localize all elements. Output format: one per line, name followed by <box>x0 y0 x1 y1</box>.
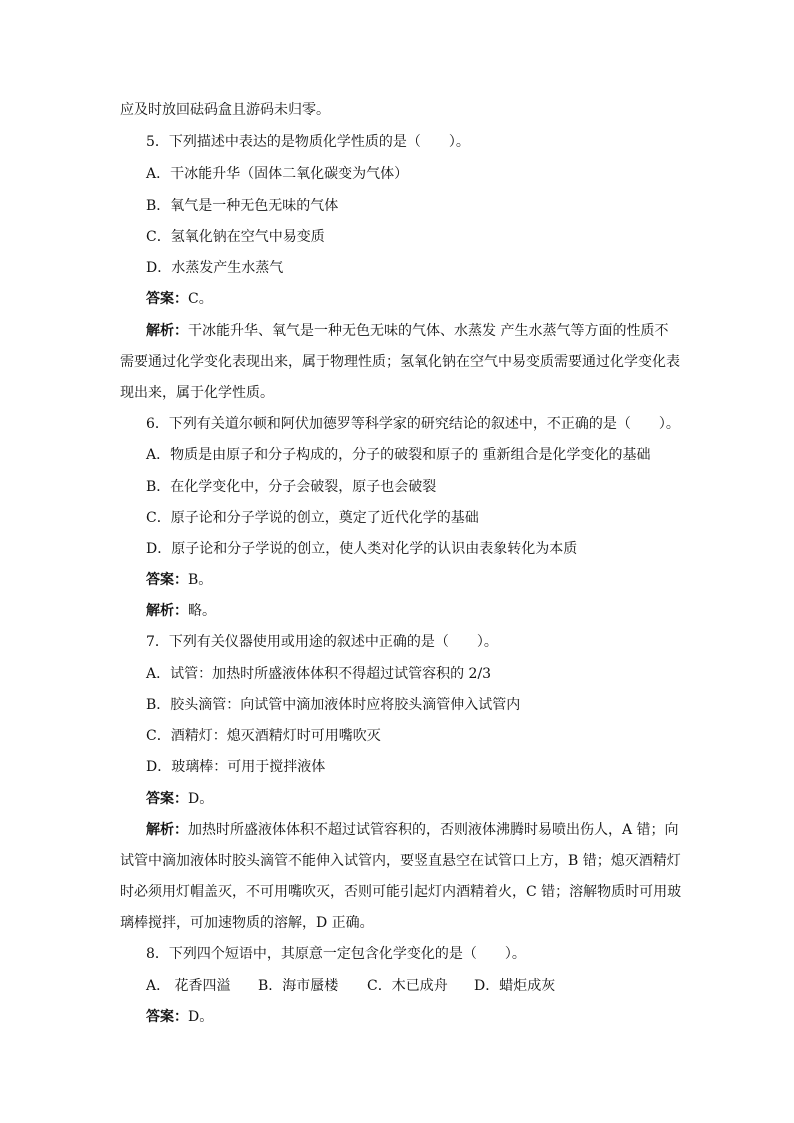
q5-analysis-text-1: 干冰能升华、氧气是一种无色无味的气体、水蒸发 产生水蒸气等方面的性质不 <box>188 323 669 339</box>
q8-stem: 8．下列四个短语中，其原意一定包含化学变化的是（ ）。 <box>146 946 526 962</box>
q7-option-c: C．酒精灯：熄灭酒精灯时可用嘴吹灭 <box>146 728 381 744</box>
q7-answer <box>146 789 213 809</box>
q7-analysis-text-1: 加热时所盛液体体积不超过试管容积的，否则液体沸腾时易喷出伤人，A 错；向 <box>188 822 679 838</box>
q5-answer <box>146 289 213 309</box>
q5-answer-value: C。 <box>188 291 213 307</box>
q6-option-c: C．原子论和分子学说的创立，奠定了近代化学的基础 <box>146 510 479 526</box>
q7-analysis-line-4: 璃棒搅拌，可加速物质的溶解，D 正确。 <box>120 915 374 931</box>
q5-analysis-line-2: 需要通过化学变化表现出来，属于物理性质；氢氧化钠在空气中易变质需要通过化学变化表 <box>120 354 680 370</box>
q8-answer <box>146 1007 213 1027</box>
q5-analysis-label: 解析： <box>146 323 188 339</box>
q6-stem: 6．下列有关道尔顿和阿伏加德罗等科学家的研究结论的叙述中，不正确的是（ ）。 <box>146 416 680 432</box>
q7-analysis-line-3: 时必须用灯帽盖灭，不可用嘴吹灭，否则可能引起灯内酒精着火，C 错；溶解物质时可用玻 <box>120 884 682 900</box>
q5-answer-label: 答案： <box>146 291 188 307</box>
q5-analysis-line-1 <box>146 321 668 341</box>
q8-answer-value: D。 <box>188 1009 214 1025</box>
q8-option-b: B．海市蜃楼 <box>258 978 339 994</box>
q6-option-b: B．在化学变化中，分子会破裂，原子也会破裂 <box>146 479 437 495</box>
q7-option-d: D．玻璃棒：可用于搅拌液体 <box>146 759 326 775</box>
q5-stem: 5．下列描述中表达的是物质化学性质的是（ ）。 <box>146 134 470 150</box>
q8-option-d: D．蜡炬成灰 <box>474 978 556 994</box>
q5-option-a: A．干冰能升华（固体二氧化碳变为气体） <box>146 166 409 182</box>
q6-answer-value: B。 <box>188 572 213 588</box>
q7-option-a: A．试管：加热时所盛液体体积不得超过试管容积的 2/3 <box>146 666 492 682</box>
q5-option-d: D．水蒸发产生水蒸气 <box>146 260 284 276</box>
q6-analysis <box>146 601 216 621</box>
q7-analysis-line-1 <box>146 820 679 840</box>
q7-analysis-line-2: 试管中滴加液体时胶头滴管不能伸入试管内，要竖直悬空在试管口上方，B 错；熄灭酒精灯 <box>120 853 681 869</box>
q5-option-b: B．氧气是一种无色无味的气体 <box>146 198 339 214</box>
q8-answer-label: 答案： <box>146 1009 188 1025</box>
q6-option-d: D．原子论和分子学说的创立，使人类对化学的认识由表象转化为本质 <box>146 541 578 557</box>
q6-analysis-label: 解析： <box>146 603 188 619</box>
q7-answer-label: 答案： <box>146 791 188 807</box>
q6-answer <box>146 570 212 590</box>
continuation-text: 应及时放回砝码盒且游码未归零。 <box>120 102 330 118</box>
q6-analysis-text: 略。 <box>188 603 216 619</box>
q5-analysis-line-3: 现出来，属于化学性质。 <box>120 385 274 401</box>
q7-stem: 7．下列有关仪器使用或用途的叙述中正确的是（ ）。 <box>146 634 498 650</box>
q7-option-b: B．胶头滴管：向试管中滴加液体时应将胶头滴管伸入试管内 <box>146 697 521 713</box>
q7-answer-value: D。 <box>188 791 214 807</box>
q6-answer-label: 答案： <box>146 572 188 588</box>
q8-option-c: C．木已成舟 <box>367 978 448 994</box>
q5-option-c: C．氢氧化钠在空气中易变质 <box>146 229 325 245</box>
q8-option-a: A． 花香四溢 <box>146 978 231 994</box>
q6-option-a: A．物质是由原子和分子构成的，分子的破裂和原子的 重新组合是化学变化的基础 <box>146 447 651 463</box>
q7-analysis-label: 解析： <box>146 822 188 838</box>
